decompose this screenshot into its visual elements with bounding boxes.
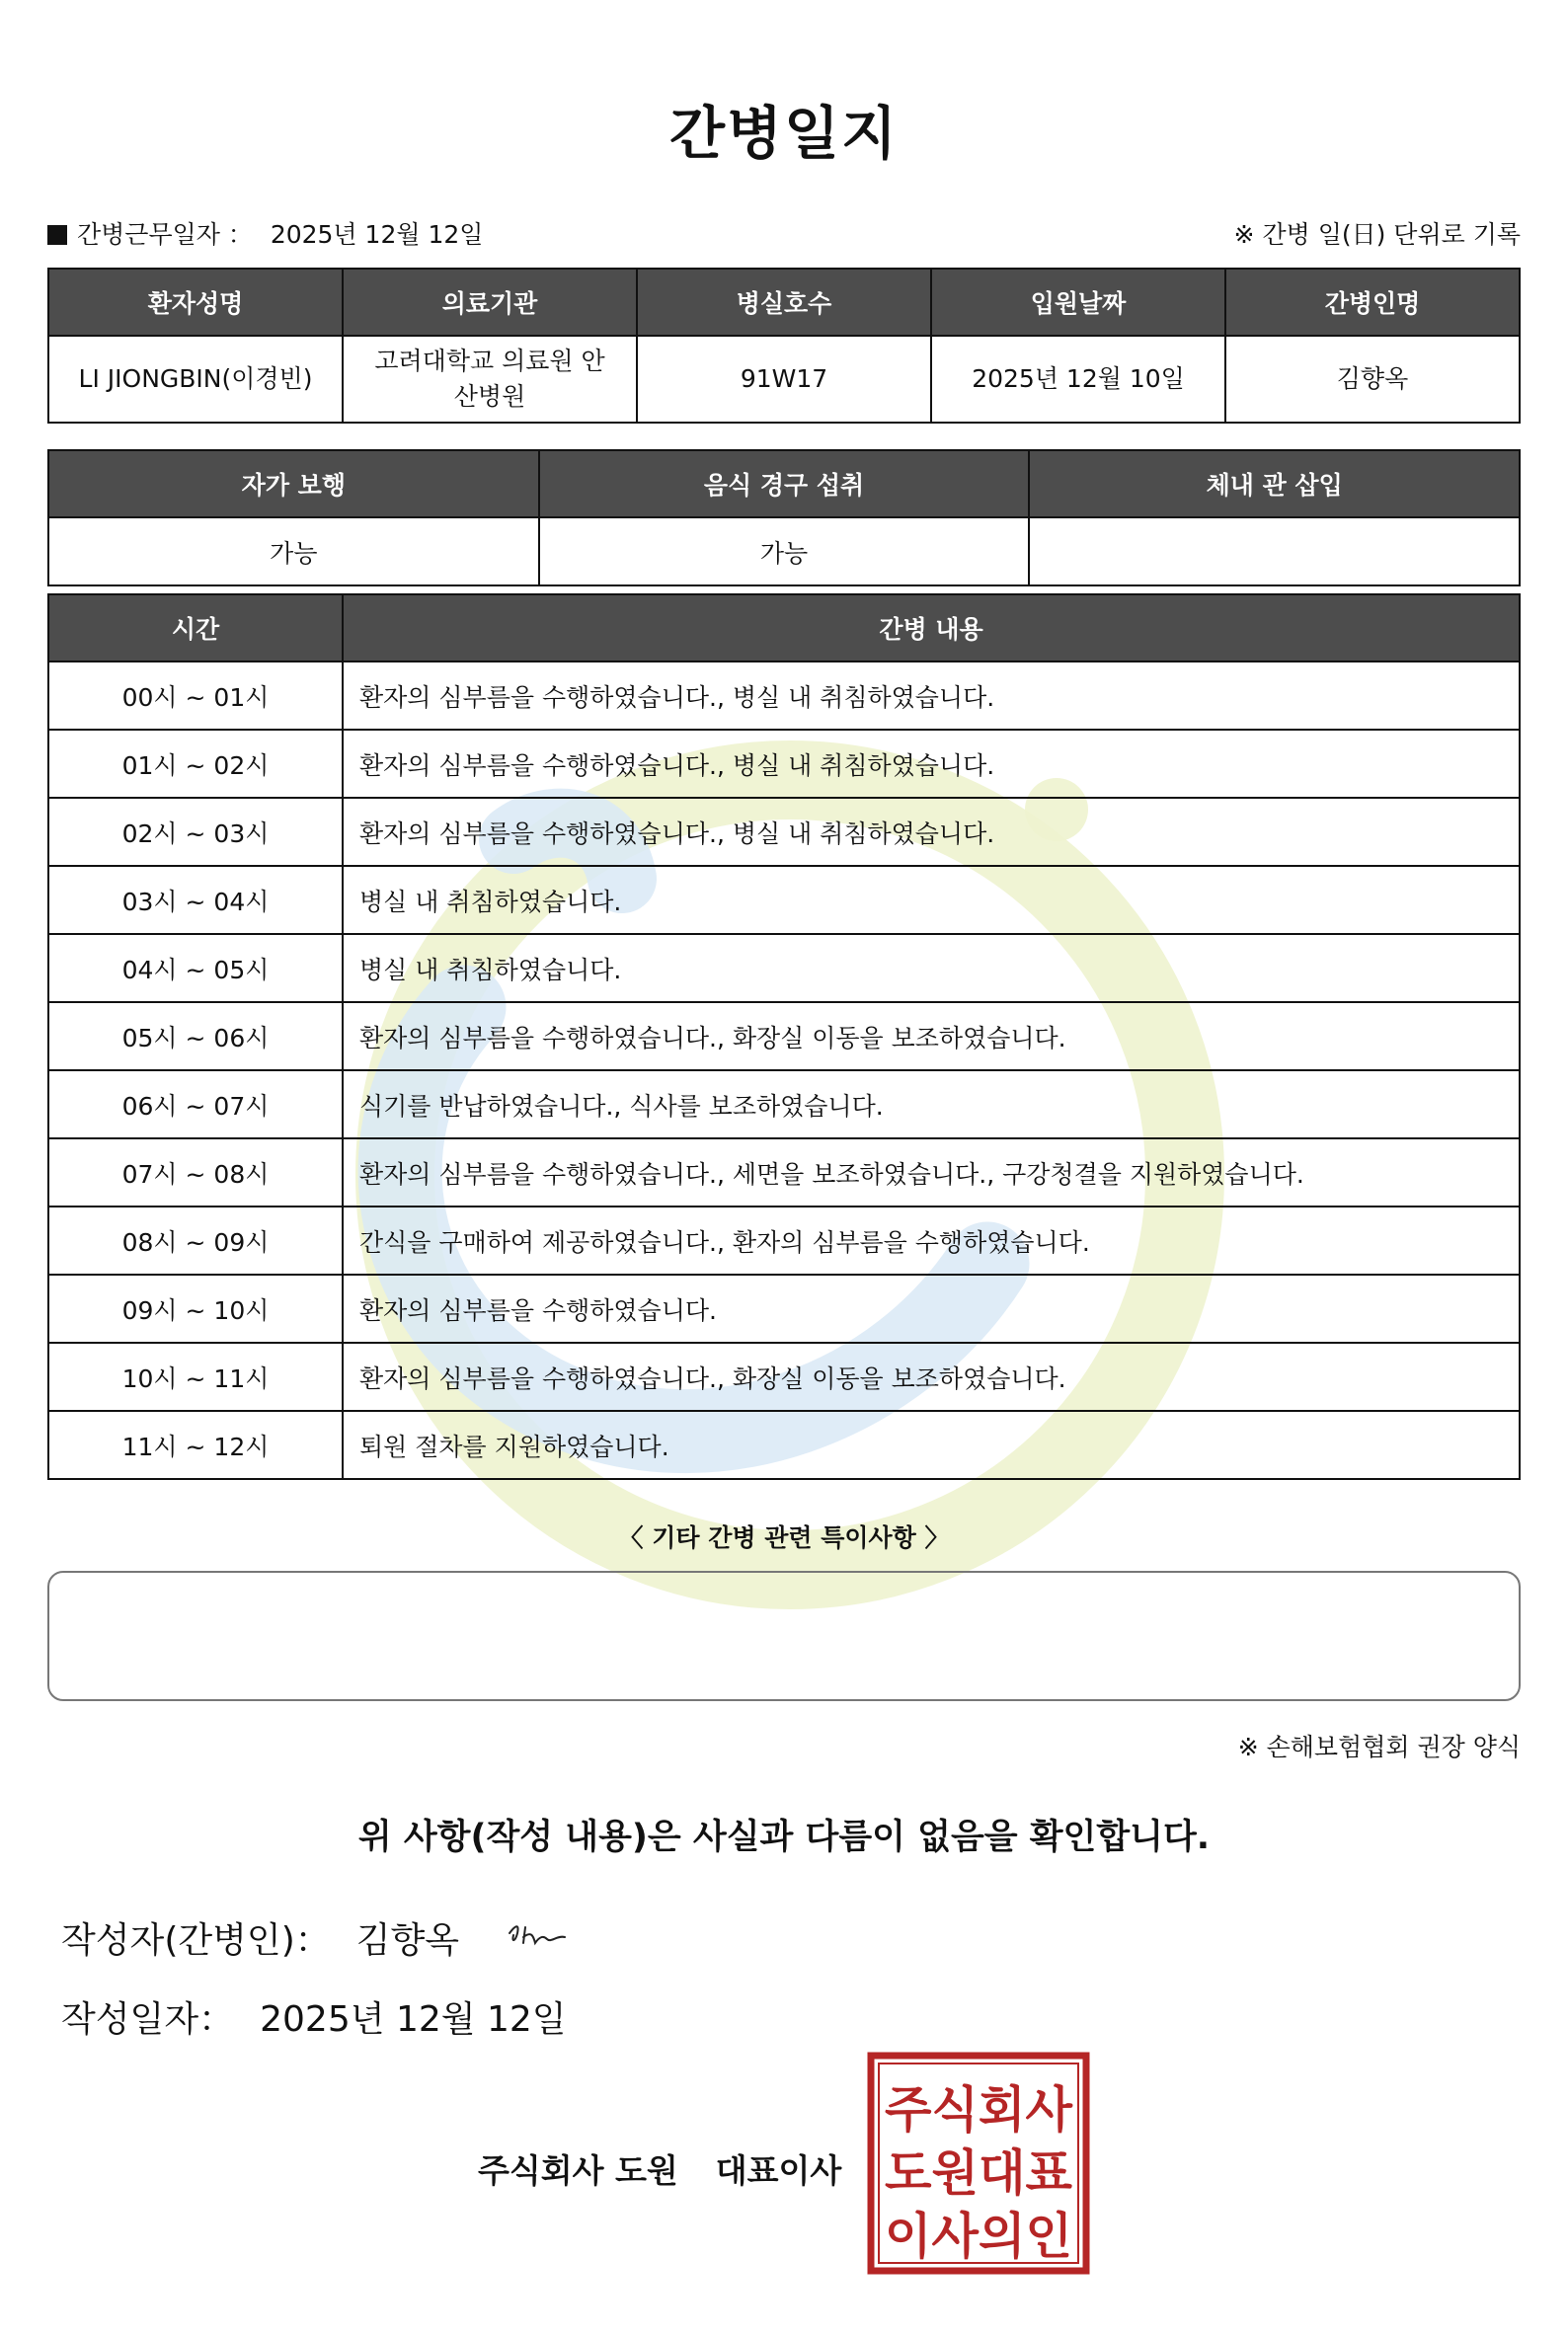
header-oral-intake: 음식 경구 섭취 xyxy=(539,450,1030,517)
writer-label: 작성자(간병인)： xyxy=(61,1920,331,1961)
care-log-table xyxy=(47,593,1521,1480)
caregiver-name: 김향옥 xyxy=(1225,336,1520,423)
table-row xyxy=(48,934,1520,1002)
remarks-box xyxy=(47,1571,1521,1701)
content-cell: 퇴원 절차를 지원하였습니다. xyxy=(343,1411,1520,1479)
time-cell: 08시 ~ 09시 xyxy=(48,1207,343,1275)
document-title: 간병일지 xyxy=(668,100,900,167)
oral-intake-value: 가능 xyxy=(539,517,1030,585)
header-room-number: 병실호수 xyxy=(637,269,931,336)
company-name: 주식회사 도원 xyxy=(478,2151,678,2190)
company-line xyxy=(478,2145,841,2192)
patient-status-table xyxy=(47,449,1521,586)
work-date-label: 간병근무일자 ： xyxy=(77,220,253,249)
status-header-row xyxy=(48,450,1520,517)
seal-line-1: 주식회사 xyxy=(885,2081,1073,2139)
time-cell: 10시 ~ 11시 xyxy=(48,1343,343,1411)
self-walking-value: 가능 xyxy=(48,517,539,585)
table-row xyxy=(48,1411,1520,1479)
date-row xyxy=(61,1991,567,2042)
work-date-row xyxy=(47,215,483,251)
form-source-note: ※ 손해보험협회 권장 양식 xyxy=(1237,1733,1521,1761)
time-cell: 09시 ~ 10시 xyxy=(48,1275,343,1343)
header-caregiver-name: 간병인명 xyxy=(1225,269,1520,336)
table-row xyxy=(48,1275,1520,1343)
date-value: 2025년 12월 12일 xyxy=(260,1999,567,2040)
header-patient-name: 환자성명 xyxy=(48,269,343,336)
handwritten-signature xyxy=(504,1913,573,1953)
time-cell: 02시 ~ 03시 xyxy=(48,798,343,866)
status-value-row xyxy=(48,517,1520,585)
patient-value-row xyxy=(48,336,1520,423)
work-date-value: 2025년 12월 12일 xyxy=(270,220,484,249)
table-row xyxy=(48,1002,1520,1070)
header-self-walking: 자가 보행 xyxy=(48,450,539,517)
table-row xyxy=(48,1207,1520,1275)
remarks-heading: 〈 기타 간병 관련 특이사항 〉 xyxy=(618,1523,950,1552)
time-cell: 01시 ~ 02시 xyxy=(48,730,343,798)
representative-title: 대표이사 xyxy=(715,2151,842,2190)
patient-name: LI JIONGBIN(이경빈) xyxy=(48,336,343,423)
header-tube-insertion: 체내 관 삽입 xyxy=(1029,450,1520,517)
patient-header-row xyxy=(48,269,1520,336)
header-care-content: 간병 내용 xyxy=(343,594,1520,662)
table-row xyxy=(48,866,1520,934)
admission-date: 2025년 12월 10일 xyxy=(931,336,1225,423)
writer-name: 김향옥 xyxy=(355,1920,460,1961)
writer-row xyxy=(61,1912,459,1963)
content-cell: 환자의 심부름을 수행하였습니다., 화장실 이동을 보조하였습니다. xyxy=(343,1343,1520,1411)
seal-line-3: 이사의인 xyxy=(885,2208,1072,2265)
room-number: 91W17 xyxy=(637,336,931,423)
header-admission-date: 입원날짜 xyxy=(931,269,1225,336)
time-cell: 07시 ~ 08시 xyxy=(48,1138,343,1207)
square-bullet-icon xyxy=(47,225,67,245)
time-cell: 00시 ~ 01시 xyxy=(48,662,343,730)
table-row xyxy=(48,1070,1520,1138)
time-cell: 03시 ~ 04시 xyxy=(48,866,343,934)
header-time: 시간 xyxy=(48,594,343,662)
content-cell: 병실 내 취침하였습니다. xyxy=(343,934,1520,1002)
content-cell: 환자의 심부름을 수행하였습니다., 병실 내 취침하였습니다. xyxy=(343,798,1520,866)
tube-insertion-value xyxy=(1029,517,1520,585)
content-cell: 간식을 구매하여 제공하였습니다., 환자의 심부름을 수행하였습니다. xyxy=(343,1207,1520,1275)
content-cell: 환자의 심부름을 수행하였습니다., 병실 내 취침하였습니다. xyxy=(343,662,1520,730)
content-cell: 병실 내 취침하였습니다. xyxy=(343,866,1520,934)
content-cell: 환자의 심부름을 수행하였습니다., 세면을 보조하였습니다., 구강청결을 지원하였습니다. xyxy=(343,1138,1520,1207)
header-institution: 의료기관 xyxy=(343,269,637,336)
content-cell: 식기를 반납하였습니다., 식사를 보조하였습니다. xyxy=(343,1070,1520,1138)
patient-info-table xyxy=(47,268,1521,424)
content-cell: 환자의 심부름을 수행하였습니다., 화장실 이동을 보조하였습니다. xyxy=(343,1002,1520,1070)
care-header-row xyxy=(48,594,1520,662)
table-row xyxy=(48,662,1520,730)
table-row xyxy=(48,730,1520,798)
confirmation-statement: 위 사항(작성 내용)은 사실과 다름이 없음을 확인합니다. xyxy=(357,1818,1211,1857)
time-cell: 06시 ~ 07시 xyxy=(48,1070,343,1138)
table-row xyxy=(48,1138,1520,1207)
seal-line-2: 도원대표 xyxy=(885,2144,1073,2202)
content-cell: 환자의 심부름을 수행하였습니다., 병실 내 취침하였습니다. xyxy=(343,730,1520,798)
time-cell: 05시 ~ 06시 xyxy=(48,1002,343,1070)
company-seal-stamp xyxy=(867,2052,1090,2275)
record-note: ※ 간병 일(日) 단위로 기록 xyxy=(1233,220,1521,249)
table-row xyxy=(48,798,1520,866)
institution-name: 고려대학교 의료원 안산병원 xyxy=(343,336,637,423)
table-row xyxy=(48,1343,1520,1411)
content-cell: 환자의 심부름을 수행하였습니다. xyxy=(343,1275,1520,1343)
time-cell: 11시 ~ 12시 xyxy=(48,1411,343,1479)
time-cell: 04시 ~ 05시 xyxy=(48,934,343,1002)
date-label: 작성일자： xyxy=(61,1999,235,2040)
